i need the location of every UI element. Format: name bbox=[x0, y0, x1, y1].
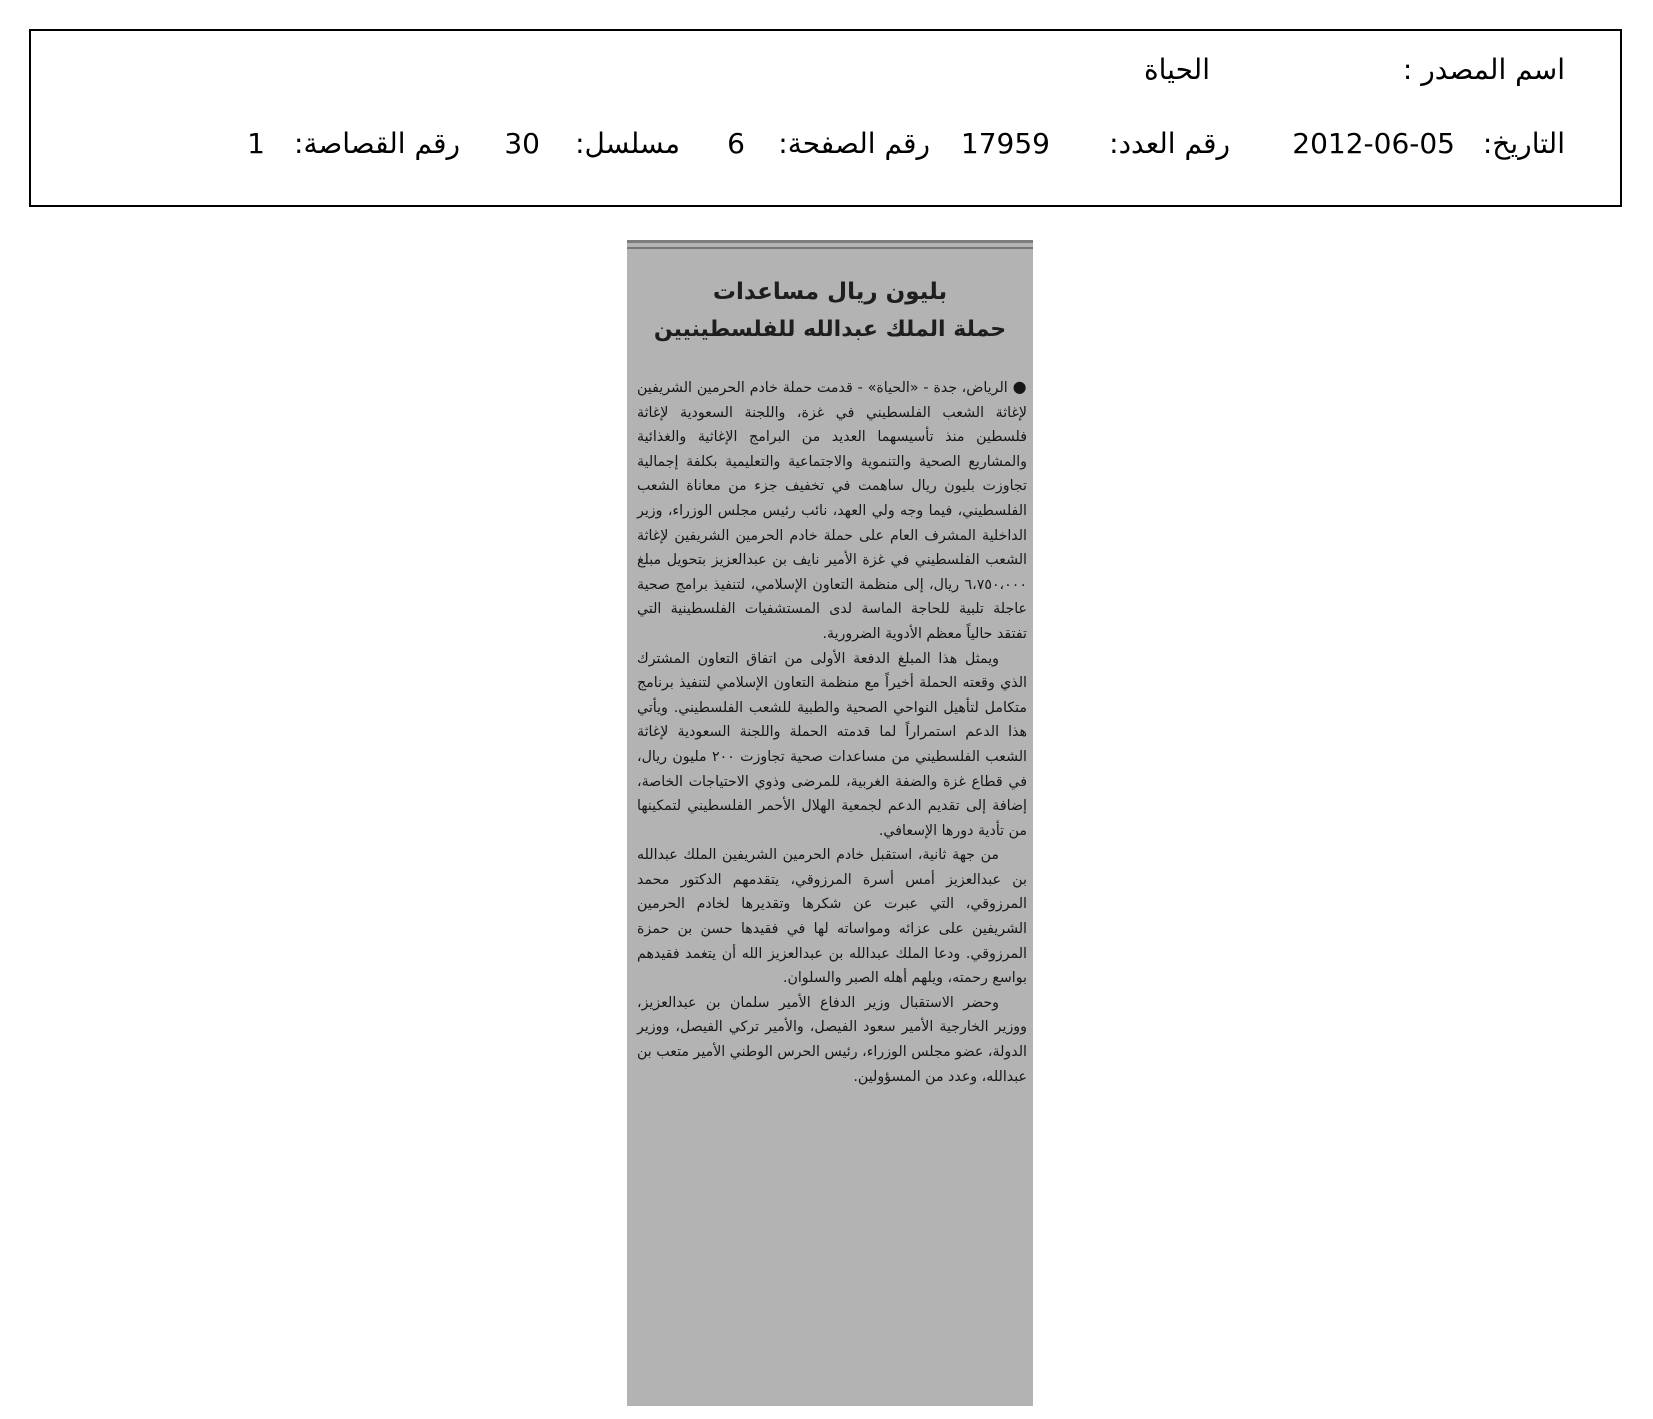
article-paragraph-4: وحضر الاستقبال وزير الدفاع الأمير سلمان بن عبدالعزيز، ووزير الخارجية الأمير سعود الفيصل، والأمير تركي الفيصل، ووزير الدولة، عضو مجلس الوزراء، رئيس الحرس الوطني الأمير متعب بن عبدالله، وعدد من المسؤولين. bbox=[637, 994, 1027, 1085]
serial-label: مسلسل: bbox=[575, 127, 680, 160]
serial-value: 30 bbox=[504, 127, 540, 160]
article-body bbox=[627, 375, 1033, 1089]
page-label: رقم الصفحة: bbox=[778, 127, 930, 160]
source-value: الحياة bbox=[1143, 53, 1210, 86]
article-headline bbox=[627, 273, 1033, 349]
clip-number-value: 1 bbox=[247, 127, 265, 160]
date-label: التاريخ: bbox=[1482, 127, 1565, 160]
top-rule bbox=[627, 247, 1033, 249]
issue-label: رقم العدد: bbox=[1109, 127, 1230, 160]
clip-number-label: رقم القصاصة: bbox=[294, 127, 460, 160]
issue-value: 17959 bbox=[960, 127, 1050, 160]
page-value: 6 bbox=[727, 127, 745, 160]
date-value: 2012-06-05 bbox=[1292, 127, 1455, 160]
article-paragraph-2: ويمثل هذا المبلغ الدفعة الأولى من اتفاق التعاون المشترك الذي وقعته الحملة أخيراً مع منظمة التعاون الإسلامي لتنفيذ برنامج متكامل لتأهيل النواحي الصحية والطبية للشعب الفلسطيني. ويأتي هذا الدعم استمراراً لما قدمته الحملة واللجنة السعودية لإغاثة الشعب الفلسطيني من مساعدات صحية تجاوزت ٢٠٠ مليون ريال، في قطاع غزة والضفة الغربية، للمرضى وذوي الاحتياجات الخاصة، إضافة إلى تقديم الدعم لجمعية الهلال الأحمر الفلسطيني لتمكينها من تأدية دورها الإسعافي. bbox=[637, 650, 1027, 839]
source-label: اسم المصدر : bbox=[1402, 53, 1565, 86]
headline-line-1: بليون ريال مساعدات bbox=[712, 279, 948, 305]
bullet-icon: ● bbox=[1012, 377, 1028, 396]
article-paragraph-1 bbox=[637, 375, 1027, 647]
source-row bbox=[31, 53, 1620, 93]
paragraph-text: الرياض، جدة - «الحياة» - قدمت حملة خادم الحرمين الشريفين لإغاثة الشعب الفلسطيني في غزة، واللجنة السعودية لإغاثة فلسطين منذ تأسيسهما العديد من البرامج الإغاثية والغذائية والمشاريع الصحية والتنموية والاجتماعية والتعليمية بكلفة إجمالية تجاوزت بليون ريال ساهمت في تخفيف جزء من معاناة الشعب الفلسطيني، فيما وجه ولي العهد، نائب رئيس مجلس الوزراء، وزير الداخلية المشرف العام على حملة خادم الحرمين الشريفين لإغاثة الشعب الفلسطيني في غزة الأمير نايف بن عبدالعزيز بتحويل مبلغ ٦،٧٥٠،٠٠٠ ريال، إلى منظمة التعاون الإسلامي، لتنفيذ برامج صحية عاجلة تلبية للحاجة الماسة لدى المستشفيات الفلسطينية التي تفتقد حالياً معظم الأدوية الضرورية. bbox=[637, 380, 1027, 642]
article-paragraph-3: من جهة ثانية، استقبل خادم الحرمين الشريفين الملك عبدالله بن عبدالعزيز أمس أسرة المرزوقي، يتقدمهم الدكتور محمد المرزوقي، التي عبرت عن شكرها وتقديرها لخادم الحرمين الشريفين على عزائه ومواساته لها في فقيدها حسن بن حمزة المرزوقي. ودعا الملك عبدالله بن عبدالعزيز الله أن يتغمد فقيدهم بواسع رحمته، ويلهم أهله الصبر والسلوان. bbox=[637, 847, 1027, 987]
headline-line-2: حملة الملك عبدالله للفلسطينيين bbox=[653, 317, 1007, 342]
clipping-metadata-box bbox=[29, 29, 1622, 207]
newspaper-clipping bbox=[627, 240, 1033, 1406]
details-row bbox=[31, 127, 1620, 167]
